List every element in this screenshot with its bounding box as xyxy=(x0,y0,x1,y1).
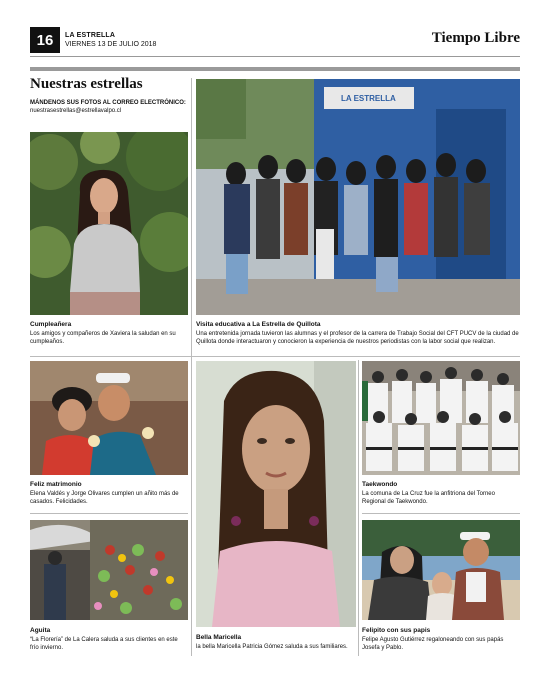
caption-title-matrimonio: Feliz matrimonio xyxy=(30,481,82,488)
column-title: Nuestras estrellas xyxy=(30,76,143,92)
photo-matrimonio xyxy=(30,361,188,475)
newspaper-name: LA ESTRELLA xyxy=(65,32,116,39)
caption-text-felipito: Felipe Agusto Gutiérrez regaloneando con sus papás Josefa y Pablo. xyxy=(362,637,504,651)
row-divider-right-2 xyxy=(362,513,520,514)
column-divider-left xyxy=(191,78,192,656)
photo-aguita xyxy=(30,520,188,620)
caption-text-maricella: la bella Maricella Patricia Gómez saluda a sus familiares. xyxy=(196,644,348,650)
storefront-sign: LA ESTRELLA xyxy=(341,94,396,103)
issue-date: VIERNES 13 DE JULIO 2018 xyxy=(65,41,157,48)
column-divider-right xyxy=(358,360,359,656)
caption-text-matrimonio: Elena Valdés y Jorge Olivares cumplen un añito más de casados. Felicidades. xyxy=(30,491,179,505)
caption-text-aguita: “La Florería” de La Calera saluda a sus clientes en este frío invierno. xyxy=(30,637,178,651)
caption-title-taekwondo: Taekwondo xyxy=(362,481,398,488)
caption-title-cumpleanera: Cumpleañera xyxy=(30,321,72,328)
row-divider-1 xyxy=(30,356,520,357)
photo-maricella xyxy=(196,361,356,627)
row-divider-left-2 xyxy=(30,513,188,514)
caption-text-visita: Una entretenida jornada tuvieron las alumnas y el profesor de la carrera de Trabajo Social del CFT PUCV de la ciudad de Quillota donde interactuaron y conocieron la experiencia de nuestros periodistas con la labor social que realizan. xyxy=(196,331,519,345)
photo-cumpleanera xyxy=(30,132,188,315)
caption-title-visita: Visita educativa a La Estrella de Quillota xyxy=(196,321,321,328)
submission-email: nuestrasestrellas@estrellavalpo.cl xyxy=(30,108,122,114)
photo-visita-educativa xyxy=(196,79,520,315)
section-title: Tiempo Libre xyxy=(431,30,520,46)
section-rule xyxy=(30,67,520,71)
submission-label: MÁNDENOS SUS FOTOS AL CORREO ELECTRÓNICO: xyxy=(30,100,186,106)
caption-text-taekwondo: La comuna de La Cruz fue la anfitriona del Torneo Regional de Taekwondo. xyxy=(362,491,495,505)
photo-taekwondo xyxy=(362,361,520,475)
caption-title-maricella: Bella Maricella xyxy=(196,634,242,641)
caption-title-felipito: Felipito con sus papis xyxy=(362,627,431,634)
page-number: 16 xyxy=(30,27,60,53)
caption-title-aguita: Aguita xyxy=(30,627,51,634)
caption-text-cumpleanera: Los amigos y compañeros de Xaviera la saludan en su cumpleaños. xyxy=(30,331,176,345)
photo-felipito xyxy=(362,520,520,620)
header-rule xyxy=(30,56,520,57)
